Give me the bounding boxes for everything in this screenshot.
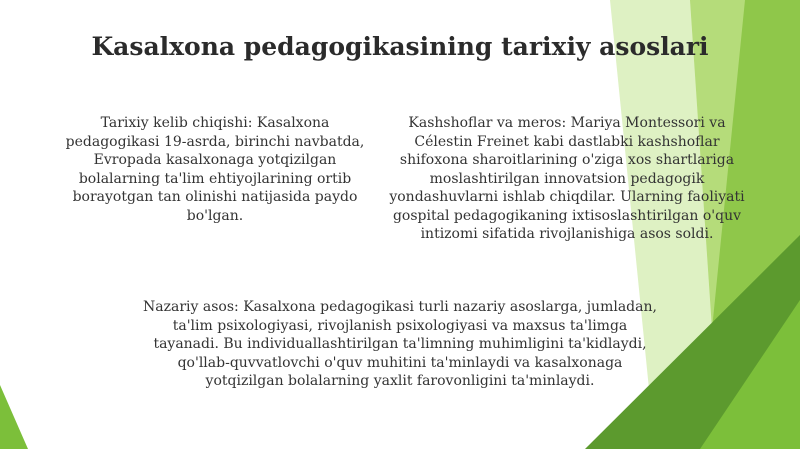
slide-title: Kasalxona pedagogikasining tarixiy asoslari (91, 32, 709, 61)
paragraph-theoretical-basis: Nazariy asos: Kasalxona pedagogikasi turli nazariy asoslarga, jumladan, ta'lim psixologiyasi, rivojlanish psixologiyasi va maxsus ta'limga tayanadi. Bu individuallashtirilgan ta'limning muhimligini ta'kidlaydi, qo'llab-quvvatlovchi o'quv muhitini ta'minlaydi va kasalxonaga yotqizilgan bolalarning yaxlit farovonligini ta'minlaydi. (143, 299, 657, 389)
facet-left-corner (0, 385, 28, 449)
paragraph-pioneers-legacy: Kashshoflar va meros: Mariya Montessori va Célestin Freinet kabi dastlabki kashshoflar shifoxona sharoitlarining o'ziga xos shartlariga moslashtirilgan innovatsion pedagogik yondashuvlarni ishlab chiqdilar. Ularning faoliyati gospital pedagogikaning ixtisoslashtirilgan o'quv intizomi sifatida rivojlanishiga asos soldi. (389, 115, 745, 242)
paragraph-historical-origin: Tarixiy kelib chiqishi: Kasalxona pedagogikasi 19-asrda, birinchi navbatda, Evropada kasalxonaga yotqizilgan bolalarning ta'lim ehtiyojlarining ortib borayotgan tan olinishi natijasida paydo bo'lgan. (65, 115, 365, 224)
